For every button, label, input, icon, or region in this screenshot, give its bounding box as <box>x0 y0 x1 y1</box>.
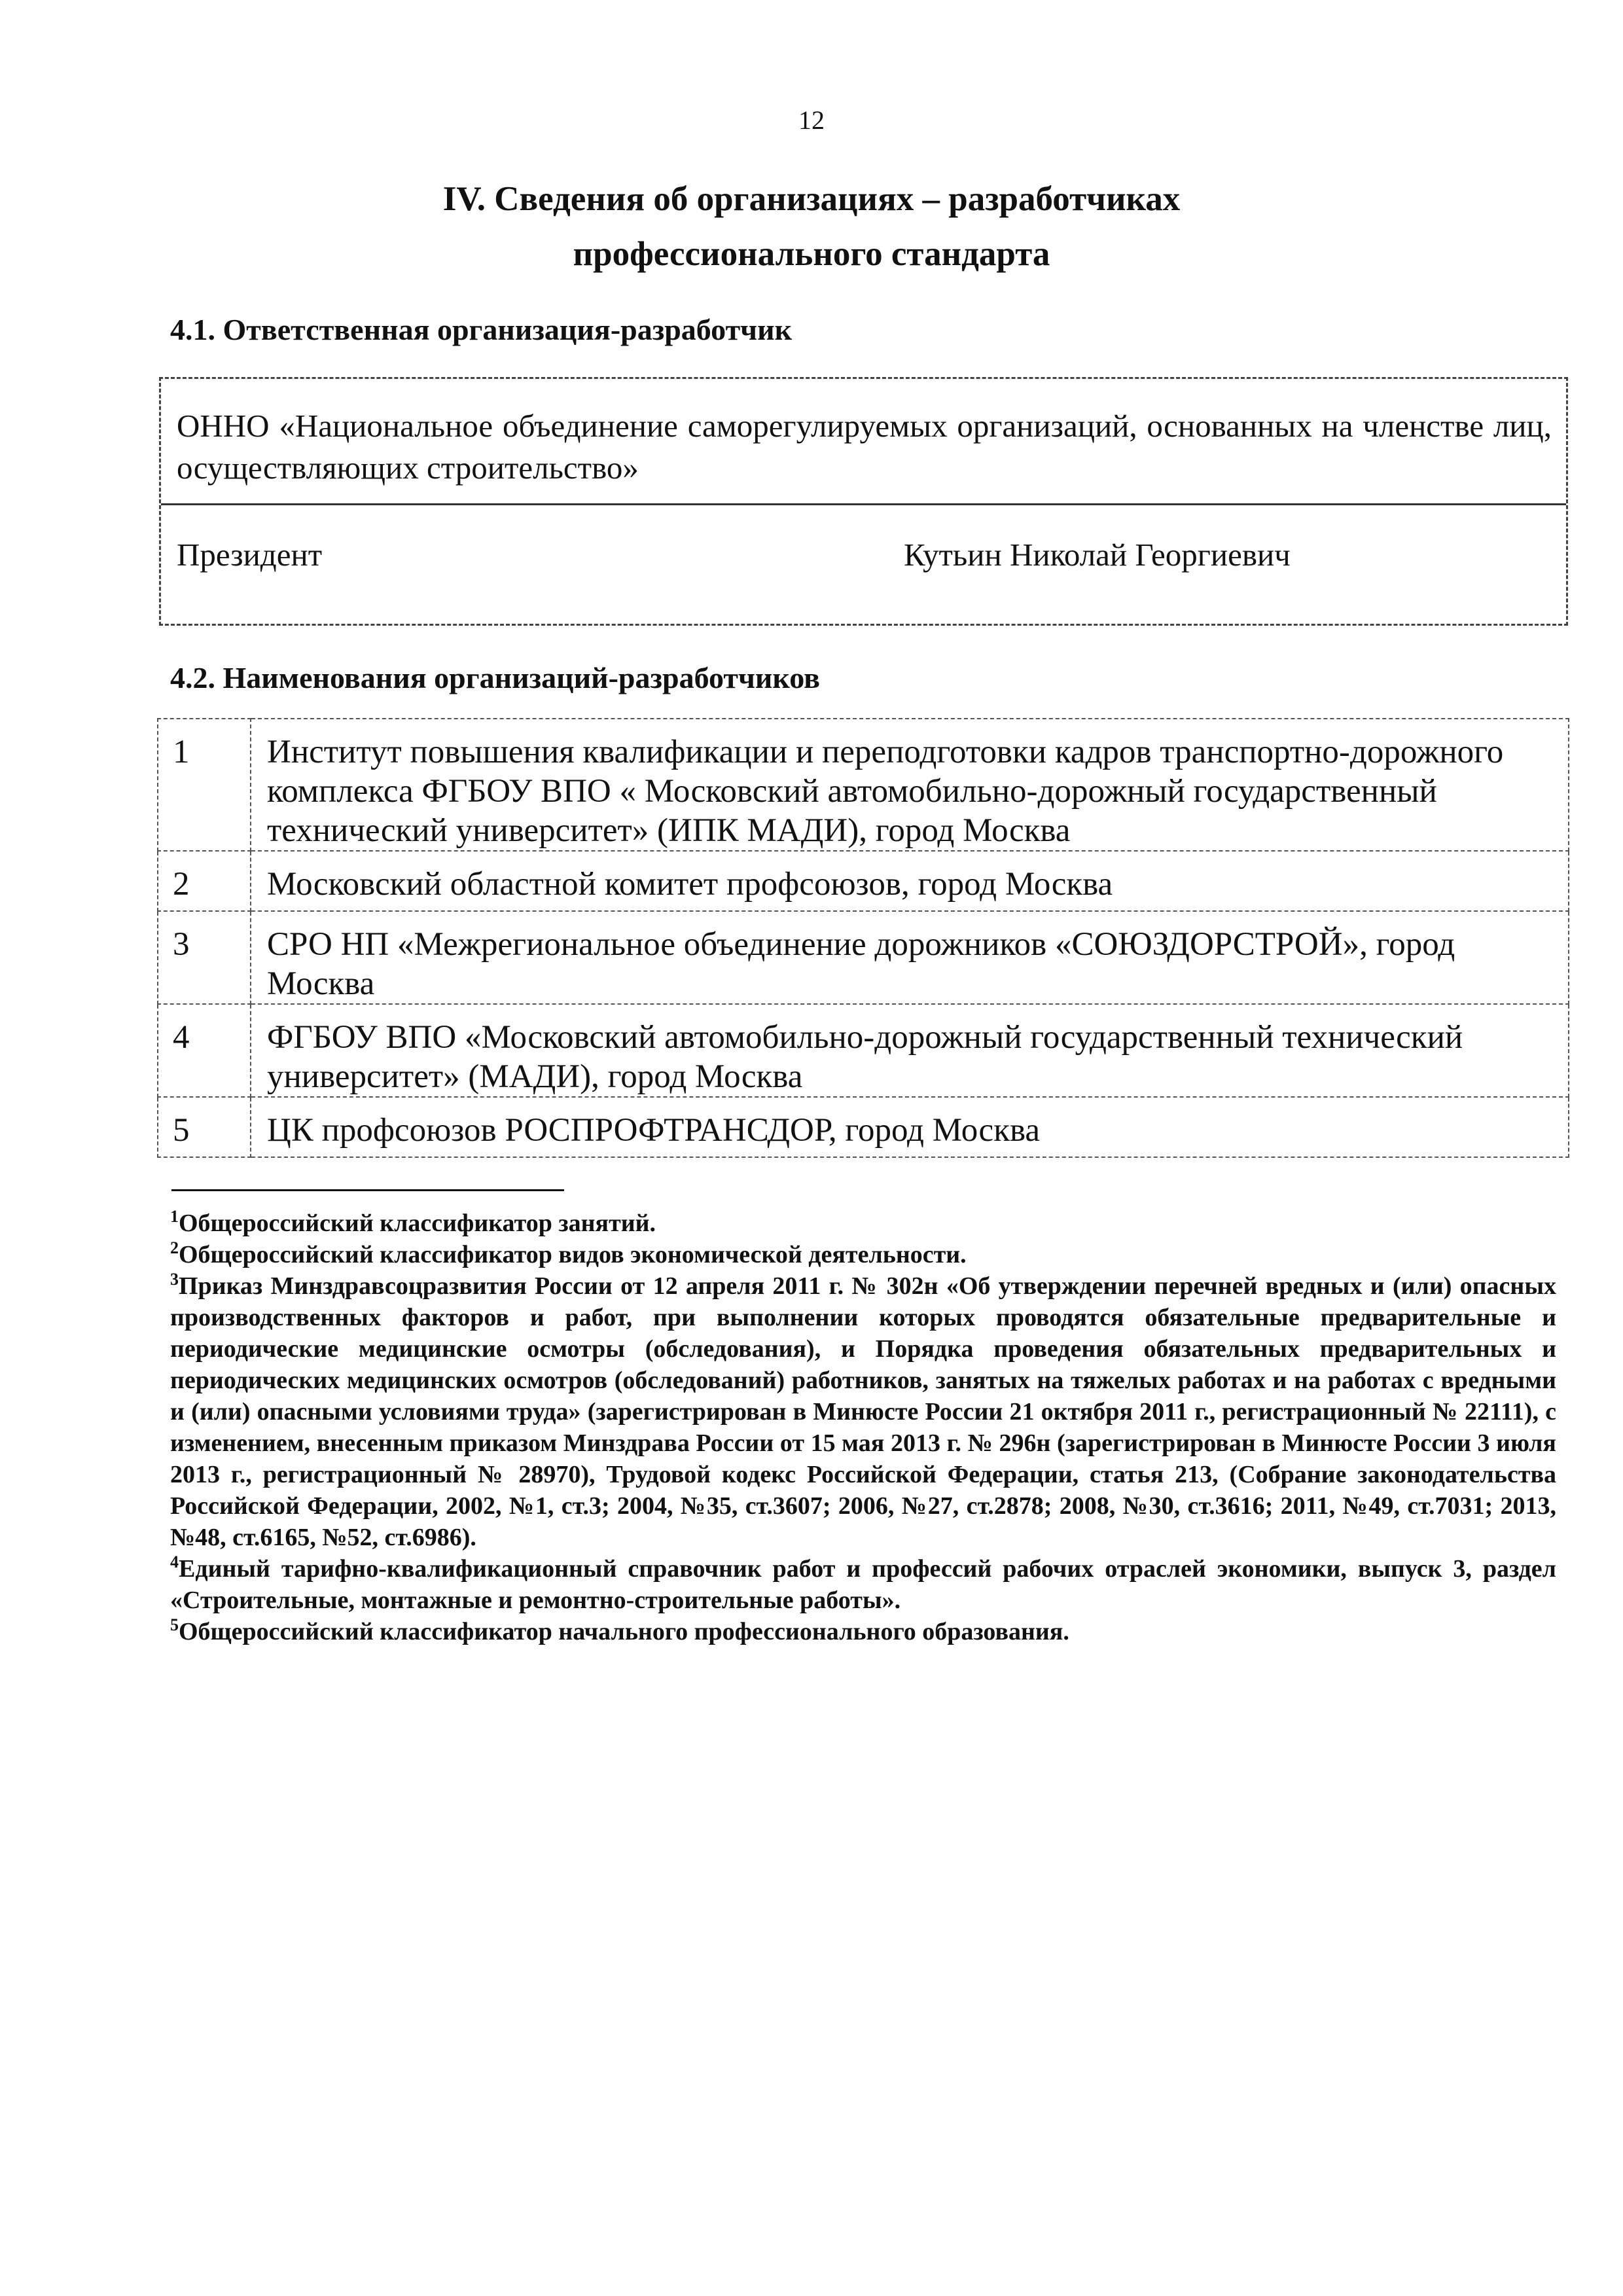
row-number: 5 <box>158 1097 251 1157</box>
organization-name: Московский областной комитет профсоюзов, город Москва <box>251 851 1569 911</box>
responsible-org-box <box>159 377 1568 626</box>
table-row <box>158 1097 1569 1157</box>
table-row <box>158 851 1569 911</box>
table-row <box>158 1004 1569 1097</box>
responsible-role: Президент <box>177 537 323 573</box>
page-number: 12 <box>798 105 825 135</box>
table-row <box>158 719 1569 851</box>
footnote-mark: 3 <box>170 1270 179 1289</box>
responsible-org-name: ОННО «Национальное объединение саморегулируемых организаций, основанных на членстве лиц, осуществляющих строительство» <box>177 408 1552 486</box>
section-title-line-2: профессионального стандарта <box>573 235 1050 273</box>
footnote-mark: 1 <box>170 1207 179 1226</box>
organization-name: ФГБОУ ВПО «Московский автомобильно-дорожный государственный технический университет» (МАДИ), город Москва <box>251 1004 1569 1097</box>
footnote-mark: 4 <box>170 1552 179 1571</box>
table-row <box>158 911 1569 1004</box>
organization-name: СРО НП «Межрегиональное объединение дорожников «СОЮЗДОРСТРОЙ», город Москва <box>251 911 1569 1004</box>
organization-name: Институт повышения квалификации и переподготовки кадров транспортно-дорожного комплекса ФГБОУ ВПО « Московский автомобильно-дорожный государственный технический университет» (ИПК МАДИ), город Москва <box>251 719 1569 851</box>
responsible-org-divider <box>161 503 1566 505</box>
footnote-text: Приказ Минздравсоцразвития России от 12 апреля 2011 г. № 302н «Об утверждении перечней вредных и (или) опасных производственных факторов и работ, при выполнении которых проводятся обязательные предварительные и периодические медицинские осмотры (обследования), и Порядка проведения обязательных предварительных и периодических медицинских осмотров (обследований) работников, занятых на тяжелых работах и на работах с вредными и (или) опасными условиями труда» (зарегистрирован в Минюсте России 21 октября 2011 г., регистрационный № 22111), с изменением, внесенным приказом Минздрава России от 15 мая 2013 г. № 296н (зарегистрирован в Минюсте России 3 июля 2013 г., регистрационный № 28970), Трудовой кодекс Российской Федерации, статья 213, (Собрание законодательства Российской Федерации, 2002, №1, ст.3; 2004, №35, ст.3607; 2006, №27, ст.2878; 2008, №30, ст.3616; 2011, №49, ст.7031; 2013, №48, ст.6165, №52, ст.6986). <box>170 1272 1556 1551</box>
row-number: 4 <box>158 1004 251 1097</box>
footnote-1 <box>170 1208 1556 1239</box>
developers-table <box>157 718 1569 1158</box>
footnote-text: Общероссийский классификатор начального профессионального образования. <box>179 1618 1069 1645</box>
footnote-text: Общероссийский классификатор видов экономической деятельности. <box>179 1241 967 1268</box>
section-title <box>0 171 1623 281</box>
footnote-5 <box>170 1616 1556 1647</box>
footnote-3 <box>170 1270 1556 1553</box>
footnote-text: Единый тарифно-квалификационный справочник работ и профессий рабочих отраслей экономики, выпуск 3, раздел «Строительные, монтажные и ремонтно-строительные работы». <box>170 1555 1556 1614</box>
row-number: 3 <box>158 911 251 1004</box>
organization-name: ЦК профсоюзов РОСПРОФТРАНСДОР, город Москва <box>251 1097 1569 1157</box>
footnote-4 <box>170 1553 1556 1616</box>
responsible-org-heading: 4.1. Ответственная организация-разработчик <box>170 313 793 346</box>
responsible-person: Кутьин Николай Георгиевич <box>904 537 1291 573</box>
footnote-separator <box>171 1189 564 1191</box>
footnote-2 <box>170 1239 1556 1270</box>
section-title-line-1: IV. Сведения об организациях – разработчиках <box>442 180 1181 218</box>
row-number: 2 <box>158 851 251 911</box>
footnote-mark: 2 <box>170 1238 179 1257</box>
row-number: 1 <box>158 719 251 851</box>
footnote-mark: 5 <box>170 1615 179 1634</box>
footnote-text: Общероссийский классификатор занятий. <box>179 1210 656 1237</box>
footnotes <box>170 1208 1556 1647</box>
developers-heading: 4.2. Наименования организаций-разработчиков <box>170 661 820 694</box>
